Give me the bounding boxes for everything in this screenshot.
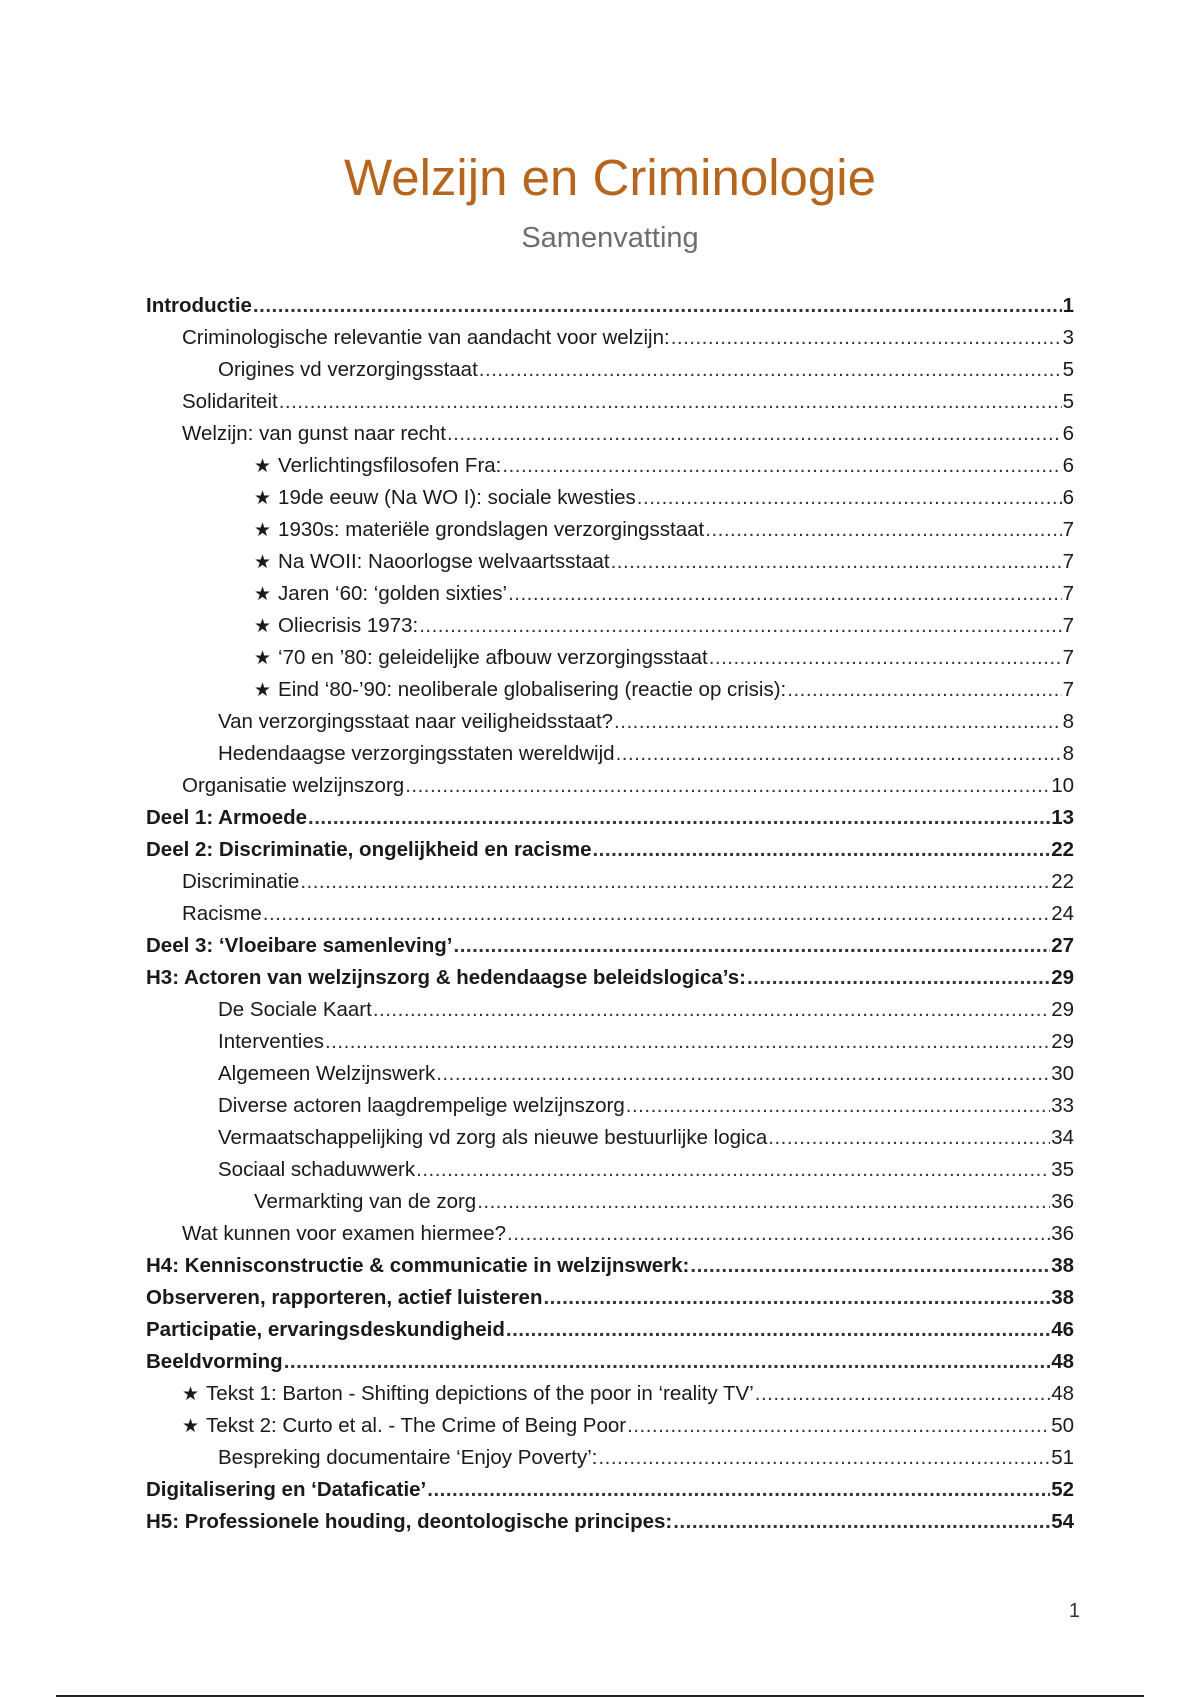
toc-entry-page: 10 — [1051, 774, 1074, 797]
toc-entry-page: 36 — [1051, 1190, 1074, 1213]
toc-entry-page: 3 — [1062, 326, 1074, 349]
toc-entry-label: Beeldvorming — [146, 1350, 283, 1373]
toc-entry[interactable] — [146, 802, 1074, 834]
toc-entry-label: Hedendaagse verzorgingsstaten wereldwijd — [218, 742, 615, 765]
toc-entry-label: Welzijn: van gunst naar recht — [182, 422, 446, 445]
toc-entry[interactable] — [146, 514, 1074, 546]
toc-entry-page: 29 — [1051, 966, 1074, 989]
toc-entry-page: 7 — [1062, 582, 1074, 605]
toc-entry-page: 6 — [1062, 422, 1074, 445]
toc-entry-page: 46 — [1051, 1318, 1074, 1341]
toc-entry[interactable] — [146, 1346, 1074, 1378]
toc-entry-label: Algemeen Welzijnswerk — [218, 1062, 436, 1085]
dot-leader — [419, 610, 1061, 642]
dot-leader — [454, 930, 1051, 962]
toc-entry-label: Jaren ‘60: ‘golden sixties’ — [278, 582, 508, 605]
dot-leader — [373, 994, 1050, 1026]
toc-entry[interactable] — [146, 578, 1074, 610]
toc-entry-page: 35 — [1051, 1158, 1074, 1181]
toc-entry[interactable] — [146, 1474, 1074, 1506]
toc-entry[interactable] — [146, 610, 1074, 642]
dot-leader — [637, 482, 1062, 514]
star-icon: ★ — [182, 1383, 200, 1405]
toc-entry[interactable] — [146, 1186, 1074, 1218]
toc-entry-label: Participatie, ervaringsdeskundigheid — [146, 1318, 505, 1341]
toc-entry-label: Criminologische relevantie van aandacht voor welzijn: — [182, 326, 670, 349]
dot-leader — [626, 1090, 1050, 1122]
toc-entry[interactable] — [146, 322, 1074, 354]
toc-entry-page: 24 — [1051, 902, 1074, 925]
toc-entry-label: Deel 3: ‘Vloeibare samenleving’ — [146, 934, 453, 957]
toc-entry[interactable] — [146, 386, 1074, 418]
toc-entry-page: 6 — [1062, 486, 1074, 509]
dot-leader — [502, 450, 1061, 482]
toc-entry[interactable] — [146, 834, 1074, 866]
toc-entry[interactable] — [146, 1506, 1074, 1538]
toc-entry[interactable] — [146, 770, 1074, 802]
dot-leader — [436, 1058, 1050, 1090]
toc-entry-page: 30 — [1051, 1062, 1074, 1085]
document-subtitle: Samenvatting — [521, 222, 699, 254]
star-icon: ★ — [254, 615, 272, 637]
toc-entry-label: Tekst 1: Barton - Shifting depictions of the poor in ‘reality TV’ — [206, 1382, 754, 1405]
star-icon: ★ — [254, 583, 272, 605]
toc-entry[interactable] — [146, 1090, 1074, 1122]
dot-leader — [508, 578, 1062, 610]
dot-leader — [598, 1442, 1050, 1474]
toc-entry[interactable] — [146, 1218, 1074, 1250]
dot-leader — [755, 1378, 1050, 1410]
page-number: 1 — [1068, 1600, 1080, 1622]
star-icon: ★ — [254, 551, 272, 573]
dot-leader — [447, 418, 1062, 450]
toc-entry[interactable] — [146, 1250, 1074, 1282]
dot-leader — [616, 738, 1062, 770]
toc-entry[interactable] — [146, 706, 1074, 738]
toc-entry-page: 5 — [1062, 390, 1074, 413]
toc-entry-page: 7 — [1062, 646, 1074, 669]
dot-leader — [263, 898, 1050, 930]
toc-entry-page: 22 — [1051, 870, 1074, 893]
page-bottom-divider — [56, 1695, 1144, 1697]
toc-entry-page: 8 — [1062, 742, 1074, 765]
star-icon: ★ — [254, 647, 272, 669]
toc-entry[interactable] — [146, 354, 1074, 386]
toc-entry-page: 7 — [1062, 614, 1074, 637]
dot-leader — [507, 1218, 1050, 1250]
dot-leader — [768, 1122, 1050, 1154]
dot-leader — [300, 866, 1050, 898]
toc-entry-page: 7 — [1062, 550, 1074, 573]
toc-entry-page: 5 — [1062, 358, 1074, 381]
toc-entry-page: 38 — [1051, 1286, 1074, 1309]
toc-entry-label: Eind ‘80-’90: neoliberale globalisering (reactie op crisis): — [278, 678, 787, 701]
toc-entry-label: ‘70 en ’80: geleidelijke afbouw verzorgingsstaat — [278, 646, 708, 669]
star-icon: ★ — [254, 487, 272, 509]
dot-leader — [627, 1410, 1050, 1442]
toc-entry[interactable] — [146, 1058, 1074, 1090]
toc-entry[interactable] — [146, 1314, 1074, 1346]
dot-leader — [416, 1154, 1050, 1186]
toc-entry-label: Van verzorgingsstaat naar veiligheidsstaat? — [218, 710, 614, 733]
toc-entry-label: Deel 2: Discriminatie, ongelijkheid en racisme — [146, 838, 592, 861]
toc-entry-label: Oliecrisis 1973: — [278, 614, 419, 637]
toc-entry[interactable] — [146, 1154, 1074, 1186]
toc-entry-label: Sociaal schaduwwerk — [218, 1158, 416, 1181]
toc-entry-label: Bespreking documentaire ‘Enjoy Poverty’: — [218, 1446, 598, 1469]
toc-entry-label: Diverse actoren laagdrempelige welzijnszorg — [218, 1094, 625, 1117]
toc-entry[interactable] — [146, 642, 1074, 674]
dot-leader — [671, 322, 1062, 354]
dot-leader — [747, 962, 1050, 994]
toc-entry[interactable] — [146, 674, 1074, 706]
toc-entry-page: 48 — [1051, 1382, 1074, 1405]
dot-leader — [673, 1506, 1050, 1538]
toc-entry-label: Vermaatschappelijking vd zorg als nieuwe bestuurlijke logica — [218, 1126, 768, 1149]
star-icon: ★ — [254, 679, 272, 701]
toc-entry[interactable] — [146, 546, 1074, 578]
toc-entry-label: H3: Actoren van welzijnszorg & hedendaagse beleidslogica’s: — [146, 966, 746, 989]
toc-entry-label: Wat kunnen voor examen hiermee? — [182, 1222, 506, 1245]
toc-entry-page: 38 — [1051, 1254, 1074, 1277]
dot-leader — [477, 1186, 1050, 1218]
toc-entry-label: Verlichtingsfilosofen Fra: — [278, 454, 502, 477]
toc-entry-page: 7 — [1062, 678, 1074, 701]
dot-leader — [709, 642, 1062, 674]
toc-entry-label: 19de eeuw (Na WO I): sociale kwesties — [278, 486, 636, 509]
toc-entry-page: 48 — [1051, 1350, 1074, 1373]
toc-entry-label: H4: Kennisconstructie & communicatie in welzijnswerk: — [146, 1254, 690, 1277]
dot-leader — [611, 546, 1062, 578]
toc-entry-label: Na WOII: Naoorlogse welvaartsstaat — [278, 550, 610, 573]
toc-entry-label: Introductie — [146, 294, 252, 317]
toc-entry-label: Discriminatie — [182, 870, 300, 893]
toc-entry[interactable] — [146, 450, 1074, 482]
toc-entry-label: 1930s: materiële grondslagen verzorgingsstaat — [278, 518, 705, 541]
toc-entry-page: 6 — [1062, 454, 1074, 477]
dot-leader — [506, 1314, 1050, 1346]
toc-entry[interactable] — [146, 1442, 1074, 1474]
toc-entry-page: 27 — [1051, 934, 1074, 957]
toc-entry-label: Origines vd verzorgingsstaat — [218, 358, 478, 381]
toc-entry-label: Observeren, rapporteren, actief luisteren — [146, 1286, 543, 1309]
toc-entry-label: Organisatie welzijnszorg — [182, 774, 405, 797]
toc-entry-page: 36 — [1051, 1222, 1074, 1245]
toc-entry-page: 13 — [1051, 806, 1074, 829]
toc-entry-page: 52 — [1051, 1478, 1074, 1501]
toc-entry[interactable] — [146, 866, 1074, 898]
toc-entry-label: Deel 1: Armoede — [146, 806, 308, 829]
toc-entry[interactable] — [146, 290, 1074, 322]
toc-entry[interactable] — [146, 898, 1074, 930]
dot-leader — [479, 354, 1062, 386]
toc-entry-page: 50 — [1051, 1414, 1074, 1437]
toc-entry-label: Digitalisering en ‘Dataficatie’ — [146, 1478, 427, 1501]
toc-entry[interactable] — [146, 738, 1074, 770]
dot-leader — [543, 1282, 1050, 1314]
toc-entry-label: De Sociale Kaart — [218, 998, 372, 1021]
toc-entry-page: 51 — [1051, 1446, 1074, 1469]
toc-entry-label: Tekst 2: Curto et al. - The Crime of Being Poor — [206, 1414, 627, 1437]
toc-entry-label: Vermarkting van de zorg — [254, 1190, 477, 1213]
toc-entry[interactable] — [146, 1410, 1074, 1442]
dot-leader — [279, 386, 1062, 418]
toc-entry-page: 29 — [1051, 998, 1074, 1021]
toc-entry-page: 34 — [1051, 1126, 1074, 1149]
toc-entry[interactable] — [146, 1282, 1074, 1314]
star-icon: ★ — [254, 519, 272, 541]
toc-entry[interactable] — [146, 930, 1074, 962]
toc-entry[interactable] — [146, 1026, 1074, 1058]
dot-leader — [614, 706, 1062, 738]
dot-leader — [787, 674, 1061, 706]
toc-entry[interactable] — [146, 962, 1074, 994]
document-title: Welzijn en Criminologie — [344, 149, 876, 206]
dot-leader — [325, 1026, 1050, 1058]
toc-entry-label: Interventies — [218, 1030, 324, 1053]
dot-leader — [253, 290, 1062, 322]
toc-entry-label: H5: Professionele houding, deontologische principes: — [146, 1510, 673, 1533]
dot-leader — [705, 514, 1061, 546]
toc-entry[interactable] — [146, 482, 1074, 514]
toc-entry-label: Solidariteit — [182, 390, 278, 413]
toc-entry-page: 33 — [1051, 1094, 1074, 1117]
table-of-contents — [146, 290, 1074, 1538]
star-icon: ★ — [182, 1415, 200, 1437]
toc-entry-page: 7 — [1062, 518, 1074, 541]
toc-entry[interactable] — [146, 1378, 1074, 1410]
toc-entry[interactable] — [146, 1122, 1074, 1154]
dot-leader — [284, 1346, 1050, 1378]
toc-entry-page: 22 — [1051, 838, 1074, 861]
toc-entry-page: 54 — [1051, 1510, 1074, 1533]
toc-entry[interactable] — [146, 418, 1074, 450]
dot-leader — [427, 1474, 1050, 1506]
dot-leader — [690, 1250, 1050, 1282]
toc-entry-page: 29 — [1051, 1030, 1074, 1053]
toc-entry-page: 8 — [1062, 710, 1074, 733]
toc-entry-label: Racisme — [182, 902, 262, 925]
toc-entry[interactable] — [146, 994, 1074, 1026]
dot-leader — [592, 834, 1050, 866]
toc-entry-page: 1 — [1062, 294, 1074, 317]
dot-leader — [308, 802, 1050, 834]
star-icon: ★ — [254, 455, 272, 477]
dot-leader — [405, 770, 1050, 802]
